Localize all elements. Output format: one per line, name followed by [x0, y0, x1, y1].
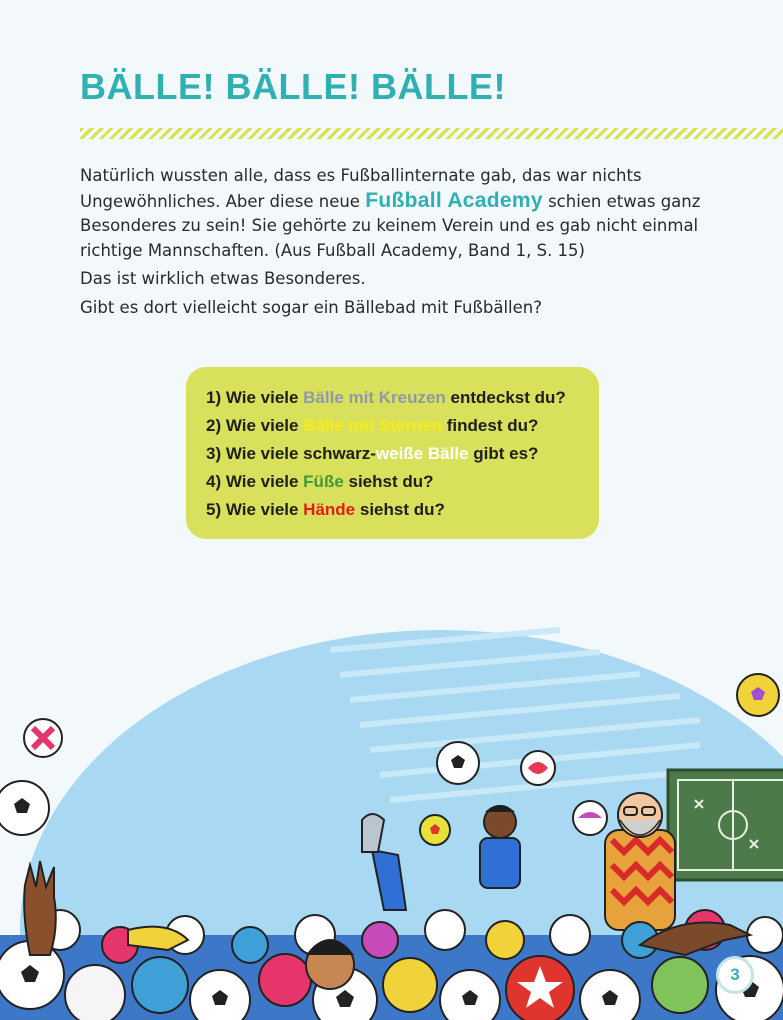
- soccer-ball-icon: [573, 801, 607, 835]
- question-suffix: siehst du?: [355, 500, 445, 519]
- intro-paragraph-3: Gibt es dort vielleicht sogar ein Bällebad mit Fußbällen?: [80, 297, 542, 317]
- quiz-question-3: [206, 440, 599, 468]
- question-suffix: gibt es?: [468, 444, 539, 463]
- player-figure-icon: [306, 939, 354, 989]
- intro-paragraph-2: Das ist wirklich etwas Besonderes.: [80, 269, 366, 288]
- soccer-ball-icon: [420, 815, 450, 845]
- soccer-ball-icon: [437, 742, 479, 784]
- question-suffix: siehst du?: [343, 472, 434, 491]
- quiz-question-2: [206, 412, 599, 440]
- cross-ball-icon: [24, 719, 62, 757]
- question-suffix: entdeckst du?: [445, 388, 566, 407]
- quiz-box: [186, 367, 599, 539]
- question-prefix: 2) Wie viele: [206, 416, 304, 435]
- quiz-question-1: [206, 384, 599, 412]
- quiz-question-5: [206, 496, 599, 524]
- question-highlight: Füße: [303, 472, 344, 491]
- question-prefix: 4) Wie viele: [206, 472, 304, 491]
- intro-text-after: schien etwas ganz Besonderes zu sein! Sie gehörte zu keinem Verein und es gab nicht einmal richtige Mannschaften. (Aus Fußball Academy, Band 1, S. 15): [80, 191, 701, 260]
- question-prefix: 5) Wie viele: [206, 500, 304, 519]
- intro-text-before: Natürlich wussten alle, dass es Fußballinternate gab, das war nichts Ungewöhnliches. Aber diese neue: [80, 166, 642, 211]
- question-prefix: 3) Wie viele schwarz-: [206, 444, 376, 463]
- tactics-board-icon: [668, 770, 783, 880]
- page-title: BÄLLE! BÄLLE! BÄLLE!: [80, 66, 506, 107]
- decorative-stripe: [80, 128, 783, 139]
- hand-icon: [24, 861, 56, 955]
- soccer-ball-icon: [0, 781, 49, 835]
- brand-name: Fußball Academy: [365, 188, 543, 212]
- question-prefix: 1) Wie viele: [206, 388, 304, 407]
- intro-paragraph-1: [80, 164, 720, 263]
- ball-pit-illustration: [0, 600, 783, 1020]
- soccer-ball-icon: [737, 674, 779, 716]
- question-highlight: Bälle mit Sternen: [303, 416, 443, 435]
- question-highlight: weiße Bälle: [375, 444, 469, 463]
- quiz-question-4: [206, 468, 599, 496]
- player-figure-icon: [480, 805, 520, 888]
- page-number: 3: [716, 956, 754, 994]
- intro-text: [80, 164, 720, 324]
- question-suffix: findest du?: [442, 416, 539, 435]
- question-highlight: Bälle mit Kreuzen: [303, 388, 446, 407]
- star-ball-icon: [521, 751, 555, 785]
- question-highlight: Hände: [303, 500, 356, 519]
